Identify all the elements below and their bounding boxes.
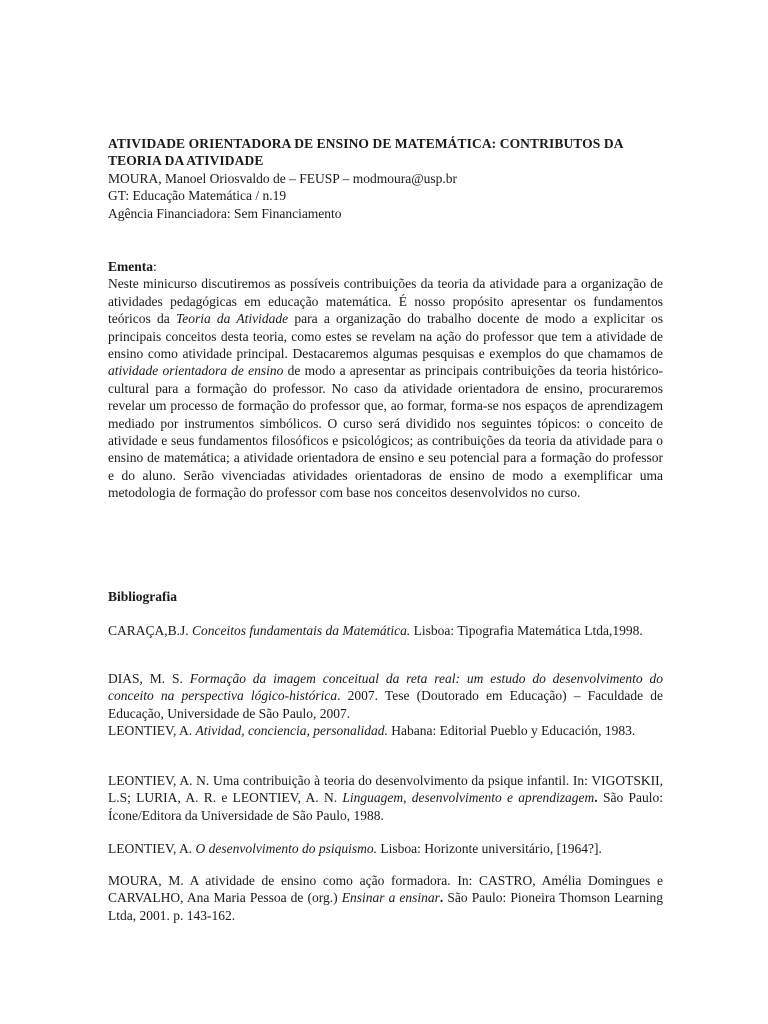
ementa-text-3: de modo a apresentar as principais contribuições da teoria histórico-cultural para a formação do professor. No caso da atividade orientadora de ensino, procuraremos revelar um processo de formação do professor que, ao formar, forma-se nos espaços de aprendizagem mediado por instrumentos simbólicos. O curso será dividido nos seguintes tópicos: o conceito de atividade e seus fundamentos filosóficos e psicológicos; as contribuições da teoria da atividade para o ensino de matemática; a atividade orientadora de ensino e seu potencial para a formação do professor e do aluno. Serão vivenciadas atividades orientadoras de ensino de modo a exemplificar uma metodologia de formação do professor com base nos conceitos desenvolvidos no curso. bbox=[108, 363, 663, 501]
bib-entry bbox=[108, 622, 663, 639]
bib-entry-text: LEONTIEV, A. N. Uma contribuição à teoria do desenvolvimento da psique infantil. In: VIGOTSKII, L.S; LURIA, A. R. e LEONTIEV, A. N. bbox=[108, 773, 663, 806]
bib-entry-period: . bbox=[594, 790, 598, 806]
bib-entry-italic: Linguagem, desenvolvimento e aprendizagem bbox=[342, 790, 595, 806]
bib-entry-text: Lisboa: Horizonte universitário, [1964?]. bbox=[376, 841, 602, 856]
ementa-section bbox=[108, 258, 663, 502]
bib-entry-text: Lisboa: Tipografia Matemática Ltda,1998. bbox=[410, 623, 643, 638]
author-line: MOURA, Manoel Oriosvaldo de – FEUSP – modmoura@usp.br bbox=[108, 171, 458, 186]
bib-entry-text: . 2007. Tese (Doutorado em Educação) – Faculdade de Educação, Universidade de São Paulo, 2007. bbox=[108, 688, 664, 721]
bib-entry-text: DIAS, M. S. bbox=[108, 671, 190, 686]
bib-entry-text: São Paulo: Pioneira Thomson Learning Ltda, 2001. p. 143-162. bbox=[108, 890, 663, 923]
ementa-text-1: Neste minicurso discutiremos as possíveis contribuições da teoria da atividade para a organização de atividades pedagógicas em educação matemática. É nosso propósito apresentar os fundamentos teóricos da bbox=[108, 276, 663, 327]
header-block bbox=[108, 135, 663, 170]
agency-line: Agência Financiadora: Sem Financiamento bbox=[108, 205, 342, 221]
bib-entry-italic: Conceitos fundamentais da Matemática. bbox=[192, 623, 411, 638]
bib-entry-text: LEONTIEV, A. bbox=[108, 723, 196, 738]
bib-entry bbox=[108, 840, 663, 857]
ementa-italic-2: atividade orientadora de ensino bbox=[108, 363, 284, 379]
gt-line: GT: Educação Matemática / n.19 bbox=[108, 188, 287, 204]
bib-entry bbox=[108, 772, 663, 824]
bib-entry-text: LEONTIEV, A. bbox=[108, 841, 196, 856]
header-meta bbox=[108, 170, 663, 222]
ementa-label: Ementa bbox=[108, 259, 153, 274]
bib-entry-text: MOURA, M. A atividade de ensino como ação formadora. In: CASTRO, Amélia Domingues e CARVALHO, Ana Maria Pessoa de (org.) bbox=[108, 873, 663, 906]
bibliography-title: Bibliografia bbox=[108, 589, 178, 604]
document-title: ATIVIDADE ORIENTADORA DE ENSINO DE MATEMÁTICA: CONTRIBUTOS DA TEORIA DA ATIVIDADE bbox=[108, 136, 623, 169]
bib-entry-italic: Ensinar a ensinar bbox=[341, 890, 440, 906]
bib-entry-text: CARAÇA,B.J. bbox=[108, 623, 193, 638]
ementa-italic-1: Teoria da Atividade bbox=[175, 311, 289, 327]
bib-entry bbox=[108, 722, 663, 739]
bib-entry-period: . bbox=[439, 890, 444, 906]
ementa-colon: : bbox=[153, 259, 157, 274]
bib-entry-text: São Paulo: Ícone/Editora da Universidade de São Paulo, 1988. bbox=[108, 790, 663, 823]
ementa-text-2: para a organização do trabalho docente de modo a explicitar os principais conceitos desta teoria, como estes se revelam na ação do professor que tem a atividade de ensino como atividade principal. Destacaremos algumas pesquisas e exemplos do que chamamos de bbox=[108, 311, 663, 362]
bib-entry bbox=[108, 872, 663, 924]
bib-entry-italic: Atividad, conciencia, personalidad. bbox=[195, 723, 388, 738]
bib-entry-italic: O desenvolvimento do psiquismo. bbox=[195, 841, 377, 856]
bib-entry bbox=[108, 670, 663, 722]
bib-entry-text: Habana: Editorial Pueblo y Educación, 1983. bbox=[387, 723, 636, 738]
bib-entry-italic: Formação da imagem conceitual da reta real: um estudo do desenvolvimento do conceito na perspectiva lógico-histórica bbox=[108, 671, 663, 704]
